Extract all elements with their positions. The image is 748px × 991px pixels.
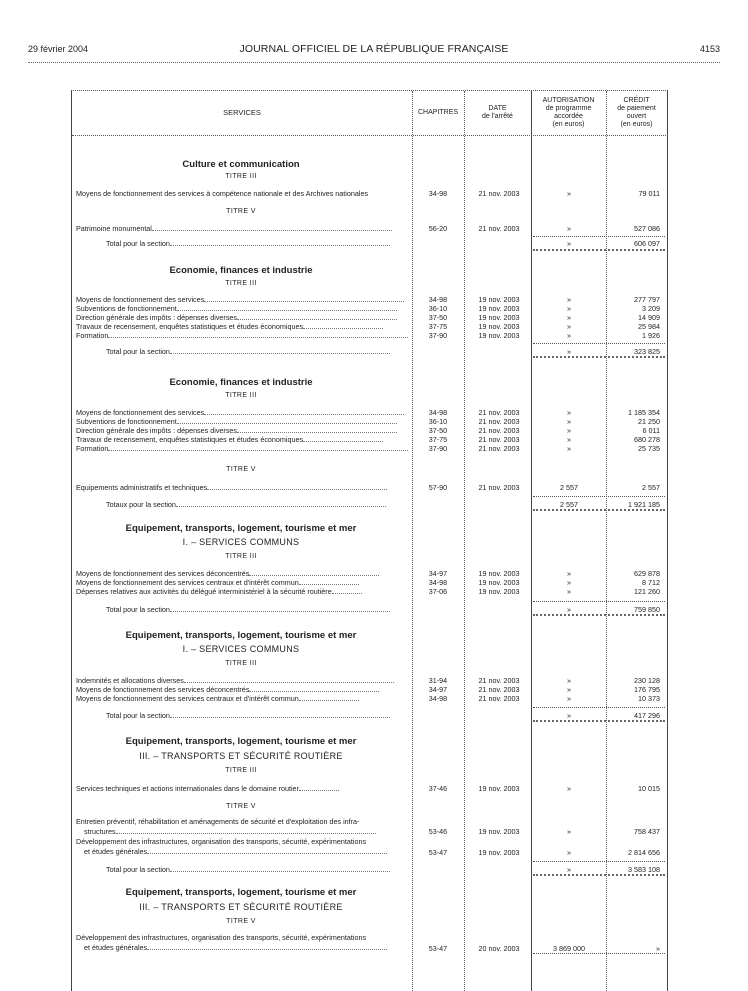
leader-dots [303,441,383,442]
arrete-date: 19 nov. 2003 [478,331,520,340]
header-rule [72,135,668,136]
header-rule [28,62,720,63]
autorisation-value: » [567,331,571,340]
credit-value: 758 437 [634,827,660,836]
chapitre: 53-47 [428,848,448,857]
credit-value: 14 909 [638,313,660,322]
leader-dots [207,489,387,490]
service-label [76,685,410,694]
subsection-title: I. – SERVICES COMMUNS [182,644,300,654]
service-label [76,676,410,685]
total-label [106,605,410,614]
header-chapitres [412,91,464,135]
chapitre: 36-10 [428,304,448,313]
table-row [72,331,668,341]
service-label [76,784,410,793]
autorisation-value: » [567,569,571,578]
section-title: Equipement, transports, logement, tourisme et mer [125,630,357,641]
autorisation-value: » [567,578,571,587]
autorisation-value: » [567,435,571,444]
service-text: Développement des infrastructures, organisation des transports, sécurité, expérimentations [76,933,367,942]
service-label [76,578,410,587]
table-row [72,224,668,234]
leader-dots [177,310,397,311]
chapitre: 31-94 [428,676,448,685]
table-row [72,189,668,199]
titre-label: TITRE III [225,173,257,180]
subsection-title: III. – TRANSPORTS ET SÉCURITÉ ROUTIÈRE [139,751,343,761]
header-label: de l'arrêté [482,113,513,120]
service-label [76,483,410,492]
autorisation-value: » [567,295,571,304]
titre-label: TITRE V [226,208,256,215]
service-label [76,435,410,444]
total-row [72,239,668,249]
header-label: CHAPITRES [417,109,459,116]
header-label: SERVICES [223,108,261,117]
leader-dots [299,790,339,791]
service-text: Travaux de recensement, enquêtes statistiques et études économiques [76,322,304,331]
header-label: DATE [488,105,507,112]
service-text: Moyens de fonctionnement des services centraux et d'intérêt commun [76,694,299,703]
header-label: (en euros) [620,121,653,128]
arrete-date: 21 nov. 2003 [478,426,520,435]
page-header [28,44,720,58]
leader-dots [237,432,397,433]
total-row [72,711,668,721]
autorisation-value: » [567,784,571,793]
header-label: de paiement [617,105,656,112]
credits-table [71,90,668,991]
table-row [72,694,668,704]
chapitre: 37-46 [428,784,448,793]
leader-dots [170,717,390,718]
service-label [76,224,410,233]
autorisation-value: » [567,189,571,198]
service-text: Formation [76,444,109,453]
total-label [106,865,410,874]
chapitre: 34-97 [428,569,448,578]
credit-value: 1 926 [642,331,660,340]
service-label [76,295,410,304]
table-row [72,784,668,794]
table-row [72,827,668,837]
titre-label: TITRE III [225,660,257,667]
service-label [76,417,410,426]
arrete-date: 21 nov. 2003 [478,417,520,426]
total-row [72,347,668,357]
service-label: Moyens de fonctionnement des services à compétence nationale et des Archives nationales [76,189,369,198]
section-title: Economie, finances et industrie [169,265,313,276]
credit-total: 323 825 [634,347,660,356]
total-text: Totaux pour la section [106,500,176,509]
autorisation-value: » [567,304,571,313]
credit-value: 277 797 [634,295,660,304]
section-title: Economie, finances et industrie [169,377,313,388]
service-text: Subventions de fonctionnement [76,304,177,313]
service-text: et études générales [84,847,148,856]
service-text: Subventions de fonctionnement [76,417,177,426]
service-label [76,331,410,340]
credit-value: » [656,944,660,953]
chapitre: 56-20 [428,224,448,233]
service-text: Entretien préventif, réhabilitation et aménagements de sécurité et d'exploitation des infra- [76,817,360,826]
credit-total: 1 921 185 [628,500,660,509]
credit-value: 21 250 [638,417,660,426]
arrete-date: 21 nov. 2003 [478,224,520,233]
autorisation-value: 2 557 [560,483,578,492]
header-label: CRÉDIT [623,97,650,104]
chapitre: 37-75 [428,435,448,444]
section-title: Culture et communication [182,159,300,170]
service-text: Moyens de fonctionnement des services centraux et d'intérêt commun [76,578,299,587]
chapitre: 37-50 [428,426,448,435]
service-label [76,426,410,435]
total-label [106,711,410,720]
autorisation-value: » [567,417,571,426]
autorisation-value: » [567,694,571,703]
subsection-title: I. – SERVICES COMMUNS [182,537,300,547]
service-label [76,322,410,331]
credit-value: 79 011 [638,189,660,198]
journal-title: JOURNAL OFFICIEL DE LA RÉPUBLIQUE FRANÇAISE [239,43,509,55]
autorisation-total: » [567,605,571,614]
autorisation-value: » [567,408,571,417]
credit-value: 25 984 [638,322,660,331]
leader-dots [204,414,404,415]
service-label [76,694,410,703]
leader-dots [108,450,408,451]
table-row [72,587,668,597]
credit-value: 3 209 [642,304,660,313]
arrete-date: 21 nov. 2003 [478,676,520,685]
arrete-date: 21 nov. 2003 [478,685,520,694]
leader-dots [249,575,379,576]
titre-label: TITRE III [225,553,257,560]
autorisation-total: » [567,865,571,874]
autorisation-total: » [567,711,571,720]
total-text: Total pour la section [106,239,170,248]
chapitre: 34-98 [428,189,448,198]
header-label: accordée [554,113,583,120]
chapitre: 53-46 [428,827,448,836]
arrete-date: 19 nov. 2003 [478,784,520,793]
service-label [76,408,410,417]
credit-value: 10 373 [638,694,660,703]
autorisation-value: » [567,322,571,331]
service-label [76,587,410,596]
service-label [76,569,410,578]
credit-value: 680 278 [634,435,660,444]
arrete-date: 19 nov. 2003 [478,587,520,596]
header-label: de programme [545,105,592,112]
service-text: Direction générale des impôts : dépenses diverses [76,426,238,435]
titre-label: TITRE V [226,803,256,810]
credit-total: 606 097 [634,239,660,248]
header-label: (en euros) [552,121,585,128]
leader-dots [303,328,383,329]
publication-date: 29 février 2004 [28,44,89,54]
arrete-date: 19 nov. 2003 [478,304,520,313]
header-autorisation [531,91,606,135]
arrete-date: 21 nov. 2003 [478,444,520,453]
service-text: Services techniques et actions internationales dans le domaine routier [76,784,299,793]
titre-label: TITRE III [225,392,257,399]
service-text: Indemnités et allocations diverses [76,676,184,685]
titre-label: TITRE III [225,280,257,287]
titre-label: TITRE V [226,466,256,473]
total-text: Total pour la section [106,347,170,356]
arrete-date: 19 nov. 2003 [478,295,520,304]
section-title: Equipement, transports, logement, tourisme et mer [125,887,357,898]
arrete-date: 21 nov. 2003 [478,694,520,703]
service-text: Dépenses relatives aux activités du délégué interministériel à la sécurité routière [76,587,332,596]
section-title: Equipement, transports, logement, tourisme et mer [125,523,357,534]
autorisation-value: » [567,587,571,596]
autorisation-value: 3 869 000 [553,944,585,953]
service-text: structures [84,827,116,836]
leader-dots [299,700,359,701]
service-label [76,313,410,322]
subsection-title: III. – TRANSPORTS ET SÉCURITÉ ROUTIÈRE [139,902,343,912]
leader-dots [184,682,394,683]
table-row [72,483,668,493]
chapitre: 36-10 [428,417,448,426]
leader-dots [249,691,379,692]
service-label [76,304,410,313]
total-text: Total pour la section [106,711,170,720]
autorisation-value: » [567,444,571,453]
service-text: Formation [76,331,109,340]
credit-value: 10 015 [638,784,660,793]
header-services [72,91,412,135]
table-row [72,444,668,454]
leader-dots [176,506,386,507]
service-text: Equipements administratifs et techniques [76,483,208,492]
autorisation-value: » [567,676,571,685]
credit-value: 2 814 656 [628,848,660,857]
titre-label: TITRE III [225,767,257,774]
service-label [76,444,410,453]
arrete-date: 19 nov. 2003 [478,569,520,578]
service-text: Moyens de fonctionnement des services [76,408,205,417]
service-text: Moyens de fonctionnement des services déconcentrés [76,685,250,694]
total-label [106,239,410,248]
total-text: Total pour la section [106,605,170,614]
chapitre: 53-47 [428,944,448,953]
service-text: et études générales [84,943,148,952]
credit-total: 759 850 [634,605,660,614]
leader-dots [204,301,404,302]
service-text: Direction générale des impôts : dépenses diverses [76,313,238,322]
total-row [72,605,668,615]
arrete-date: 19 nov. 2003 [478,848,520,857]
header-date [464,91,531,135]
arrete-date: 19 nov. 2003 [478,313,520,322]
autorisation-total: » [567,239,571,248]
total-text: Total pour la section [106,865,170,874]
credit-value: 8 712 [642,578,660,587]
titre-label: TITRE V [226,918,256,925]
autorisation-value: » [567,313,571,322]
credit-value: 230 128 [634,676,660,685]
leader-dots [177,423,397,424]
arrete-date: 19 nov. 2003 [478,827,520,836]
arrete-date: 21 nov. 2003 [478,189,520,198]
chapitre: 37-75 [428,322,448,331]
chapitre: 34-98 [428,694,448,703]
page-number: 4153 [699,44,720,54]
arrete-date: 21 nov. 2003 [478,483,520,492]
chapitre: 37-06 [428,587,448,596]
autorisation-value: » [567,827,571,836]
total-row [72,865,668,875]
header-label: ouvert [626,113,647,120]
service-text: Patrimoine monumental [76,224,152,233]
autorisation-value: » [567,685,571,694]
credit-value: 121 260 [634,587,660,596]
chapitre: 34-97 [428,685,448,694]
leader-dots [152,230,392,231]
arrete-date: 21 nov. 2003 [478,435,520,444]
autorisation-value: » [567,848,571,857]
leader-dots [299,584,359,585]
section-title: Equipement, transports, logement, tourisme et mer [125,736,357,747]
credit-value: 527 086 [634,224,660,233]
leader-dots [332,593,362,594]
autorisation-value: » [567,224,571,233]
leader-dots [170,245,390,246]
leader-dots [108,337,408,338]
total-label [106,347,410,356]
autorisation-total: 2 557 [560,500,578,509]
autorisation-total: » [567,347,571,356]
arrete-date: 20 nov. 2003 [478,944,520,953]
chapitre: 34-98 [428,578,448,587]
service-text: Moyens de fonctionnement des services déconcentrés [76,569,250,578]
credit-value: 176 795 [634,685,660,694]
leader-dots [237,319,397,320]
header-credit [606,91,667,135]
credit-value: 629 878 [634,569,660,578]
credit-value: 1 185 354 [628,408,660,417]
leader-dots [170,871,390,872]
arrete-date: 19 nov. 2003 [478,322,520,331]
credit-value: 25 735 [638,444,660,453]
chapitre: 37-90 [428,331,448,340]
service-text: Développement des infrastructures, organisation des transports, sécurité, expérimentations [76,837,367,846]
credit-value: 2 557 [642,483,660,492]
service-text: Travaux de recensement, enquêtes statistiques et études économiques [76,435,304,444]
arrete-date: 19 nov. 2003 [478,578,520,587]
credit-total: 417 296 [634,711,660,720]
chapitre: 37-90 [428,444,448,453]
total-label [106,500,410,509]
chapitre: 34-98 [428,408,448,417]
header-label: AUTORISATION [542,97,595,104]
service-text: Moyens de fonctionnement des services [76,295,205,304]
chapitre: 34-98 [428,295,448,304]
total-row [72,500,668,510]
leader-dots [170,611,390,612]
bottom-rule [533,953,665,954]
table-row [72,848,668,858]
autorisation-value: » [567,426,571,435]
credit-total: 3 583 108 [628,865,660,874]
chapitre: 57-90 [428,483,448,492]
chapitre: 37-50 [428,313,448,322]
leader-dots [170,353,390,354]
credit-value: 6 011 [642,426,660,435]
arrete-date: 21 nov. 2003 [478,408,520,417]
